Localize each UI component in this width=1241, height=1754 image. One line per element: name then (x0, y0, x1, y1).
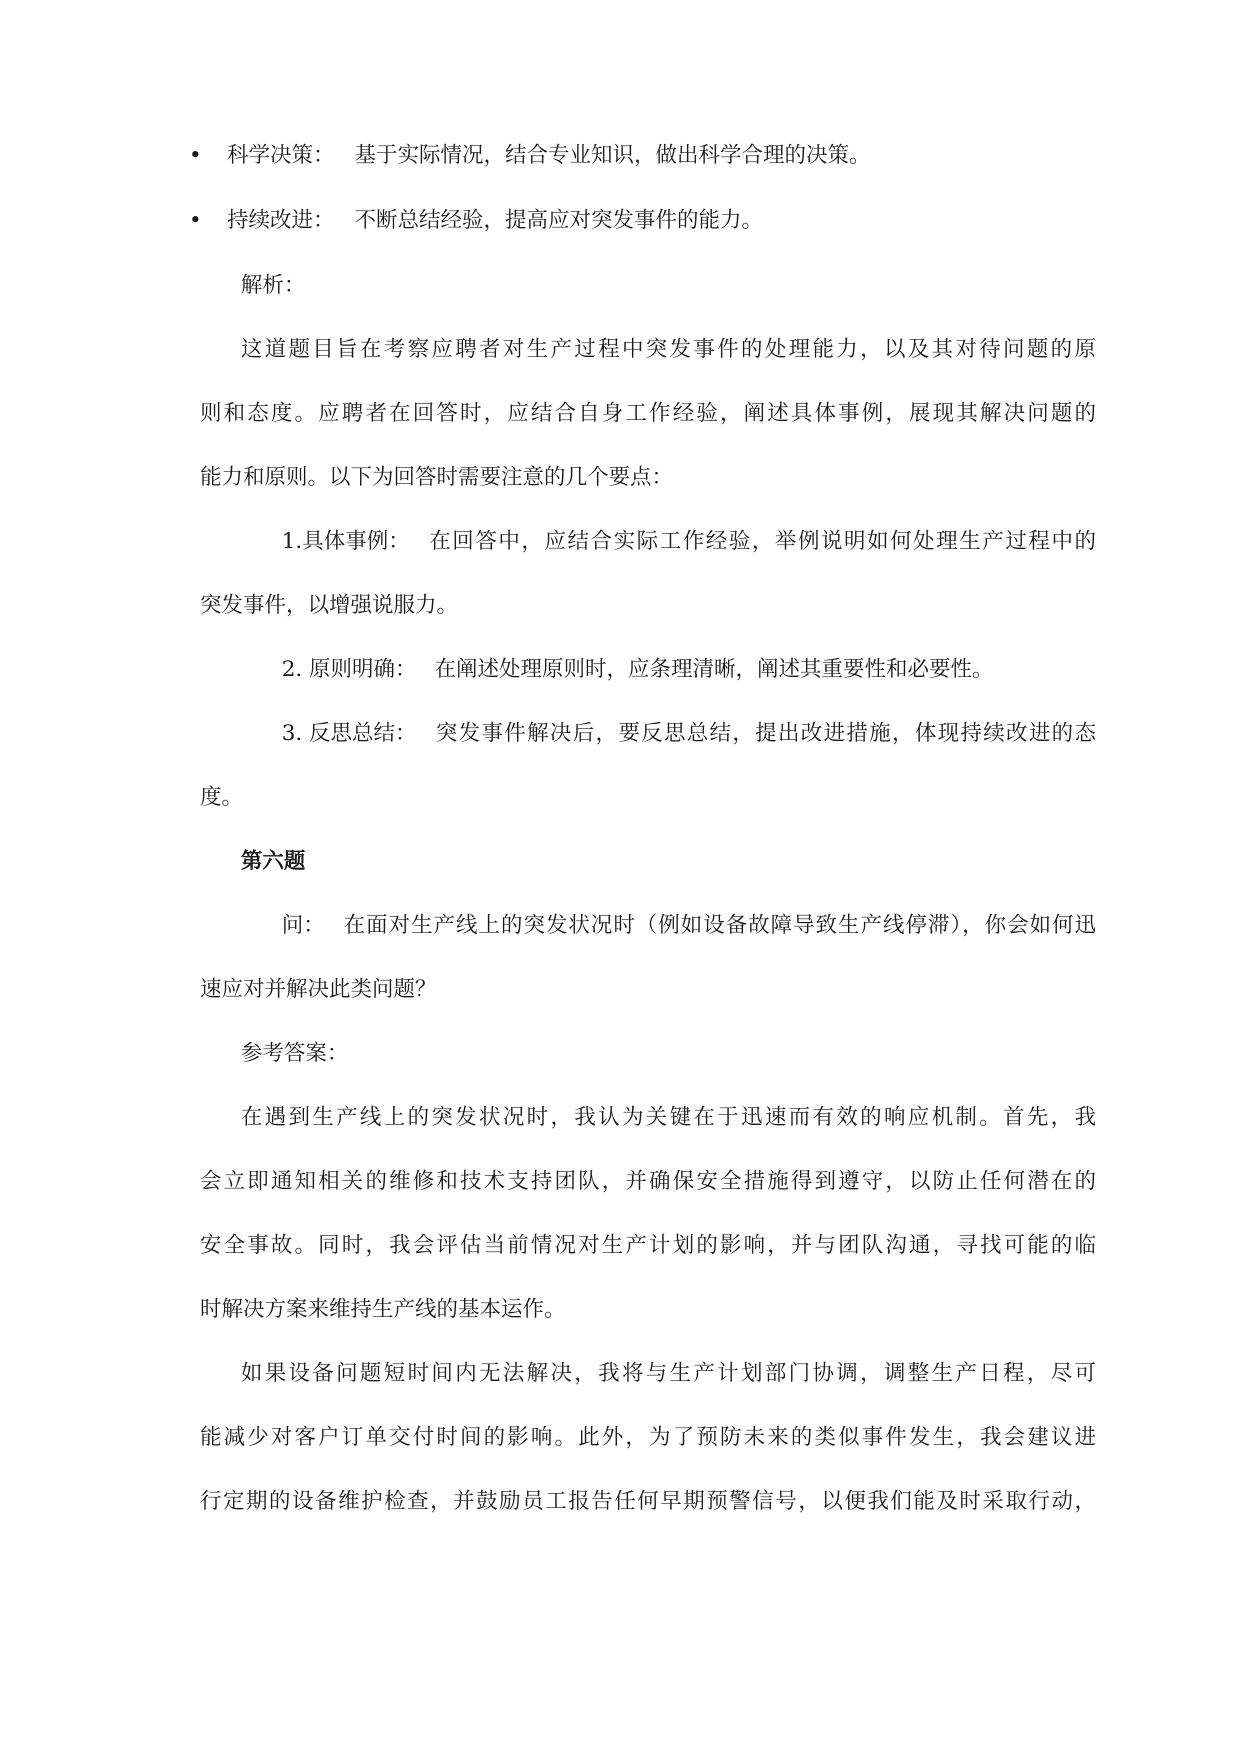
bullet-term: 科学决策： (227, 143, 335, 168)
bullet-item (189, 140, 1096, 172)
point-item (200, 718, 1096, 814)
analysis-paragraph (200, 334, 1096, 494)
bullet-term: 持续改进： (227, 208, 335, 233)
point-item (200, 654, 1096, 686)
bullet-item (189, 205, 1096, 237)
answer-label: 参考答案： (240, 1041, 349, 1066)
paragraph-line: 3. 反思总结： 突发事件解决后，要反思总结，提出改进措施，体现持续改进的态 (200, 718, 1096, 750)
paragraph-line: 安全事故。同时，我会评估当前情况对生产计划的影响，并与团队沟通，寻找可能的临 (200, 1233, 1096, 1258)
point-lead: 3. 反思总结： (281, 721, 417, 746)
paragraph-line: 则和态度。应聘者在回答时，应结合自身工作经验，阐述具体事例，展现其解决问题的 (200, 401, 1096, 426)
bullet-dot-icon: • (189, 208, 202, 233)
paragraph-line: 如果设备问题短时间内无法解决，我将与生产计划部门协调，调整生产日程，尽可 (240, 1361, 1096, 1386)
answer-paragraph (200, 1358, 1096, 1518)
answer-paragraph (200, 1102, 1096, 1326)
paragraph-line: 2. 原则明确： 在阐述处理原则时，应条理清晰，阐述其重要性和必要性。 (200, 654, 1096, 686)
paragraph-line: 突发事件，以增强说服力。 (200, 593, 459, 618)
bullet-text: 基于实际情况，结合专业知识，做出科学合理的决策。 (354, 143, 871, 168)
paragraph-line: 度。 (200, 785, 244, 810)
analysis-label: 解析： (240, 273, 306, 298)
paragraph-line: 速应对并解决此类问题？ (200, 977, 437, 1002)
point-lead: 2. 原则明确： (281, 657, 417, 682)
paragraph-line: 会立即通知相关的维修和技术支持团队，并确保安全措施得到遵守，以防止任何潜在的 (200, 1169, 1096, 1194)
page-content (189, 140, 1096, 1550)
bullet-text: 不断总结经验，提高应对突发事件的能力。 (354, 208, 764, 233)
point-lead: 1.具体事例： (281, 529, 410, 554)
question-heading: 第六题 (240, 849, 306, 874)
paragraph-line: 能减少对客户订单交付时间的影响。此外，为了预防未来的类似事件发生，我会建议进 (200, 1425, 1096, 1450)
question-lead: 问： (281, 913, 325, 938)
point-item (200, 526, 1096, 622)
paragraph-line: 这道题目旨在考察应聘者对生产过程中突发事件的处理能力，以及其对待问题的原 (240, 337, 1096, 362)
paragraph-line: 在遇到生产线上的突发状况时，我认为关键在于迅速而有效的响应机制。首先，我 (240, 1105, 1096, 1130)
paragraph-line: 问： 在面对生产线上的突发状况时（例如设备故障导致生产线停滞），你会如何迅 (200, 910, 1096, 942)
paragraph-line: 1.具体事例： 在回答中，应结合实际工作经验，举例说明如何处理生产过程中的 (200, 526, 1096, 558)
paragraph-line: 行定期的设备维护检查，并鼓励员工报告任何早期预警信号，以便我们能及时采取行动， (200, 1489, 1096, 1514)
bullet-dot-icon: • (189, 143, 202, 168)
paragraph-line: 能力和原则。以下为回答时需要注意的几个要点： (200, 465, 674, 490)
paragraph-line: 时解决方案来维持生产线的基本运作。 (200, 1297, 566, 1322)
question-paragraph (200, 910, 1096, 1006)
